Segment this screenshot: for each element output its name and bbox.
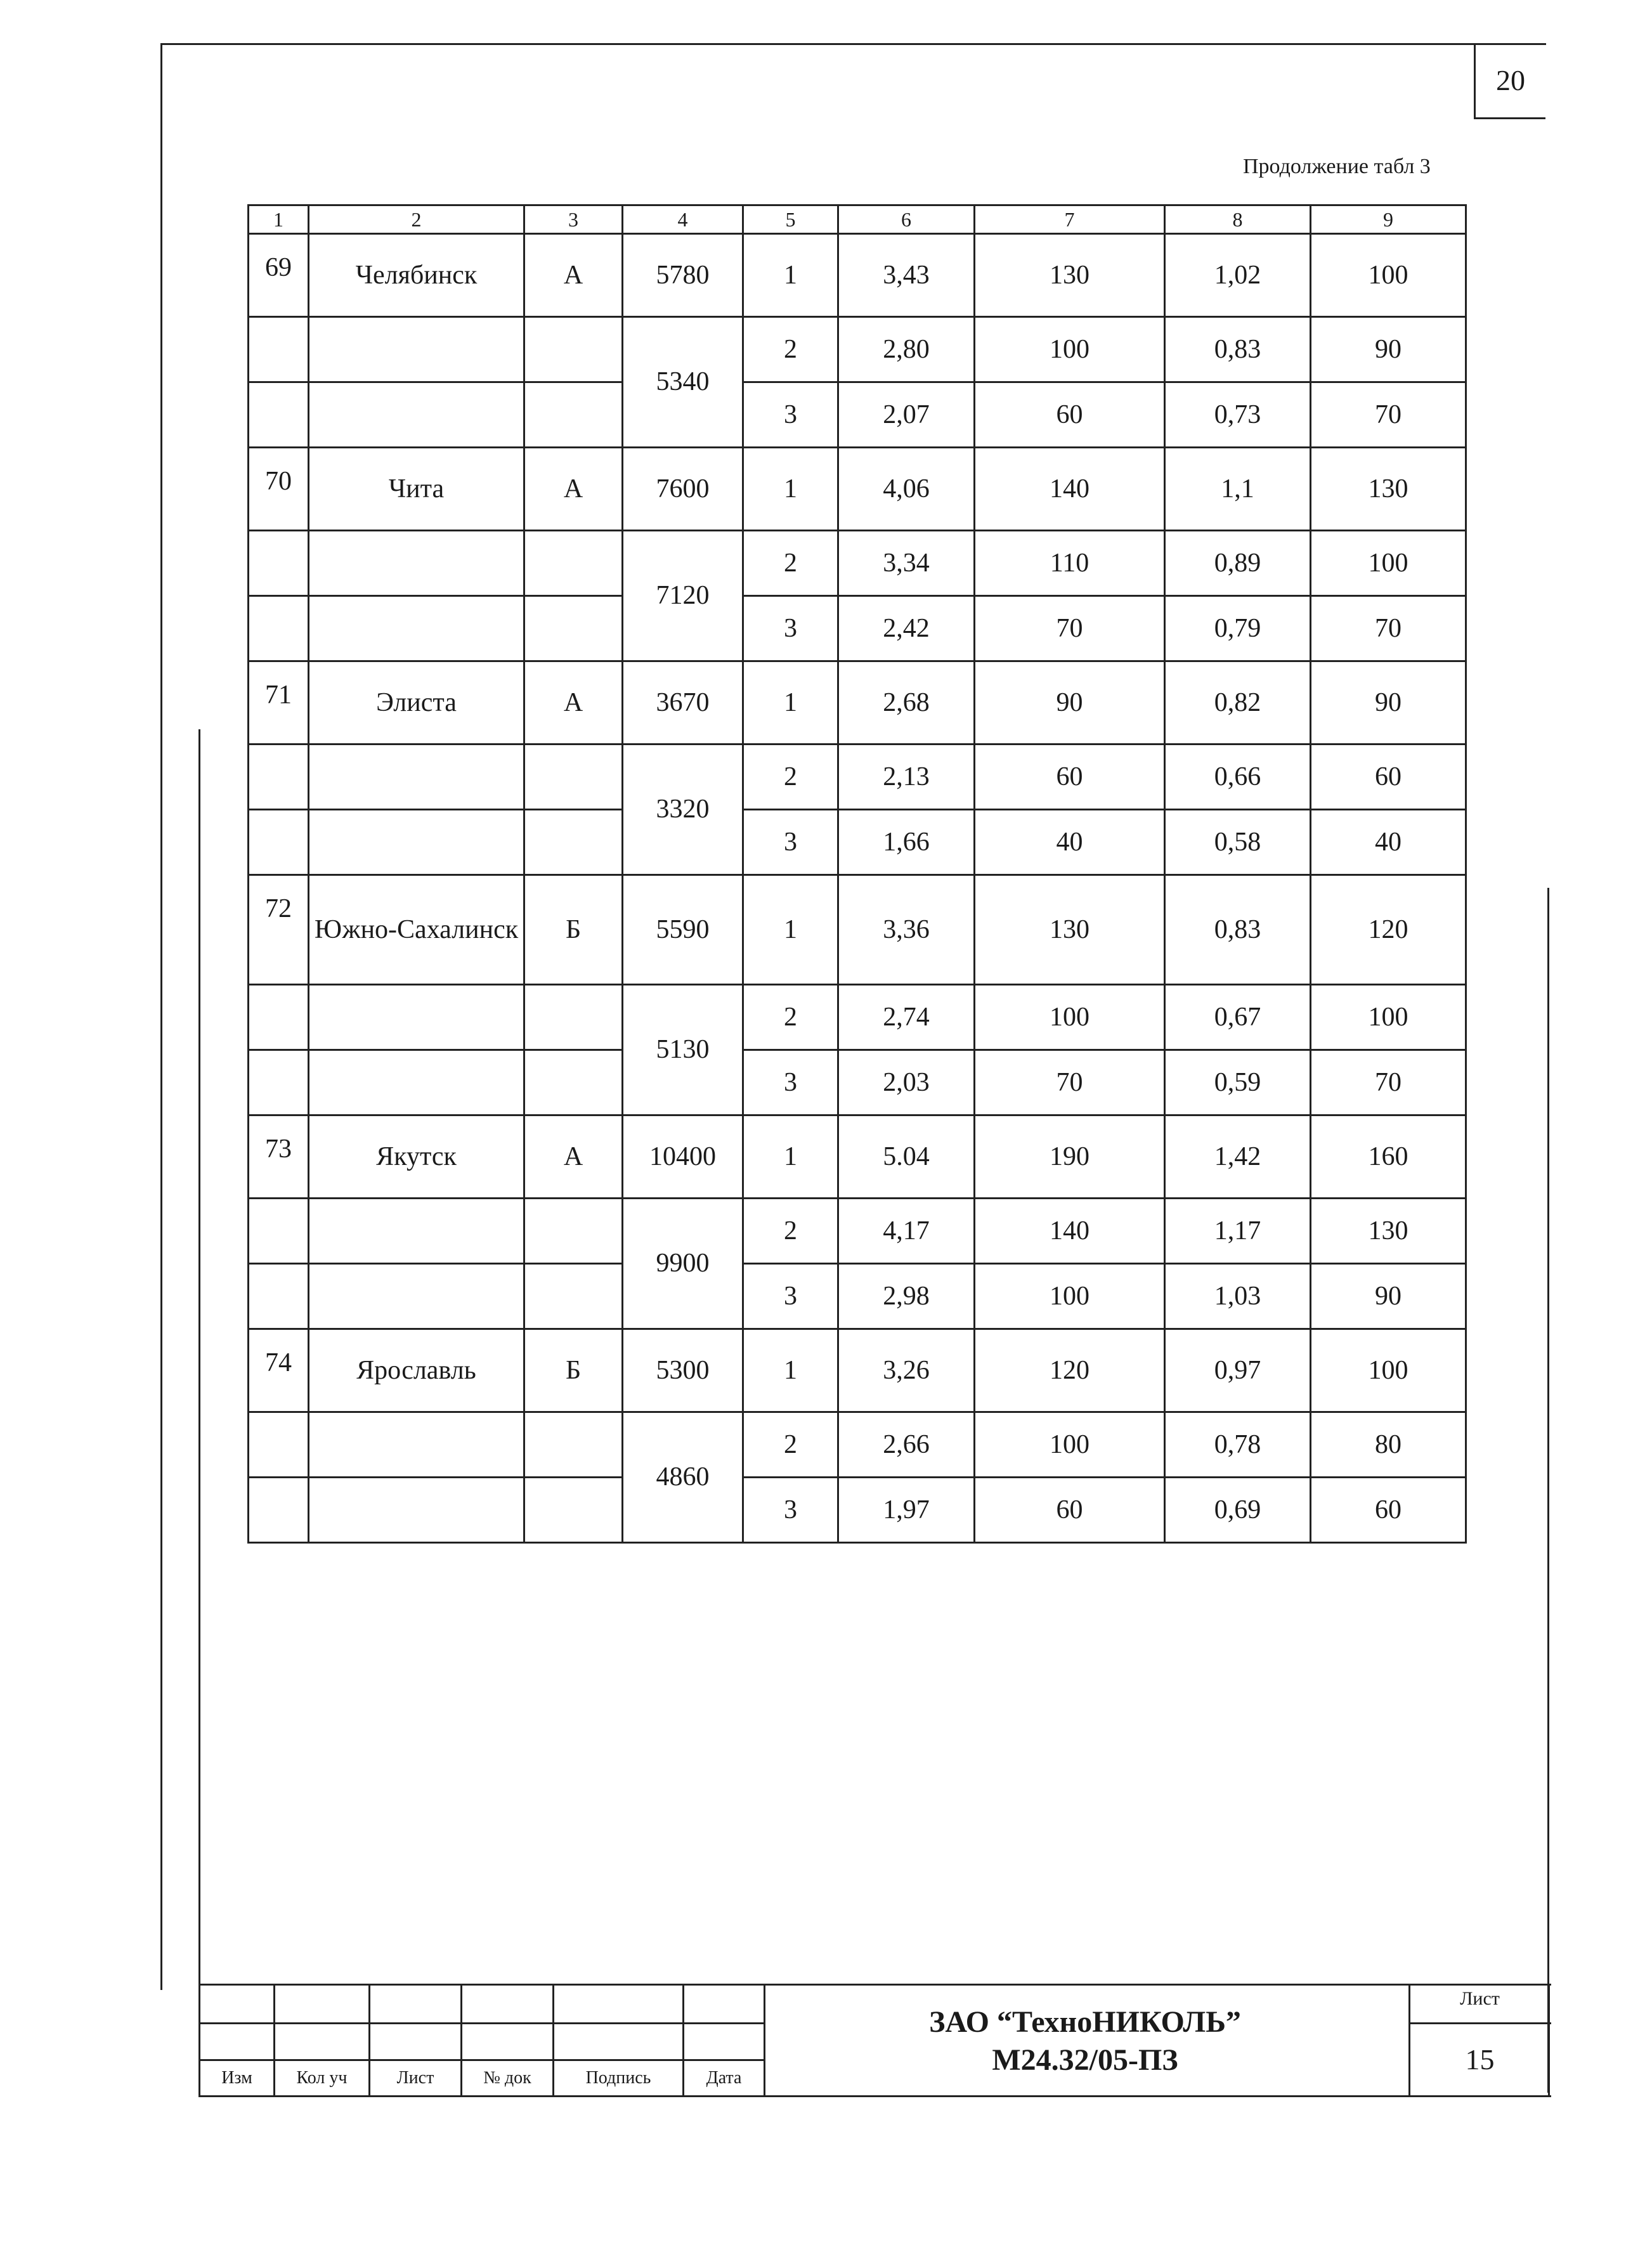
value-col9: 100 [1311, 1329, 1466, 1412]
value-col7: 190 [975, 1115, 1165, 1199]
value-col6: 2,98 [838, 1264, 975, 1329]
sheet-number: 15 [1465, 2043, 1495, 2076]
empty-cell [524, 745, 623, 810]
value-col5: 2 [743, 1199, 838, 1264]
city-name: Ярославль [309, 1329, 524, 1412]
value-col5: 3 [743, 596, 838, 661]
value-col6: 4,06 [838, 448, 975, 531]
value-col8: 1,02 [1165, 234, 1311, 317]
value-col7: 140 [975, 448, 1165, 531]
value-col5: 2 [743, 985, 838, 1050]
value-col9: 130 [1311, 448, 1466, 531]
table-row [249, 1329, 1466, 1412]
row-number: 71 [249, 661, 309, 745]
value-col8: 0,89 [1165, 531, 1311, 596]
frame-left-line [160, 43, 162, 1990]
table-row [249, 875, 1466, 985]
empty-cell [249, 1478, 309, 1543]
value-col8: 0,69 [1165, 1478, 1311, 1543]
frame-inner-left-line [198, 729, 200, 1985]
table-row [249, 1478, 1466, 1543]
value-col9: 100 [1311, 985, 1466, 1050]
row-number: 73 [249, 1115, 309, 1199]
value-col9: 100 [1311, 531, 1466, 596]
value-col5: 1 [743, 661, 838, 745]
row-number: 70 [249, 448, 309, 531]
value-col6: 3,36 [838, 875, 975, 985]
city-name: Южно-Сахалинск [309, 875, 524, 985]
value-col7: 130 [975, 234, 1165, 317]
value-col9: 70 [1311, 596, 1466, 661]
value-col7: 40 [975, 810, 1165, 875]
empty-cell [309, 596, 524, 661]
empty-cell [524, 985, 623, 1050]
value-col6: 5.04 [838, 1115, 975, 1199]
label-doc-no: № док [483, 2068, 531, 2088]
value-col8: 1,1 [1165, 448, 1311, 531]
value-col4: 4860 [623, 1412, 743, 1543]
table-row [249, 596, 1466, 661]
category: Б [524, 1329, 623, 1412]
value-col5: 1 [743, 234, 838, 317]
value-col7: 60 [975, 1478, 1165, 1543]
value-col7: 100 [975, 317, 1165, 382]
value-col7: 60 [975, 745, 1165, 810]
value-col4: 10400 [623, 1115, 743, 1199]
value-col9: 80 [1311, 1412, 1466, 1478]
continuation-label: Продолжение табл 3 [1243, 155, 1431, 178]
value-col5: 3 [743, 382, 838, 448]
value-col8: 1,03 [1165, 1264, 1311, 1329]
value-col9: 40 [1311, 810, 1466, 875]
value-col9: 60 [1311, 745, 1466, 810]
value-col6: 2,68 [838, 661, 975, 745]
empty-cell [249, 985, 309, 1050]
empty-cell [524, 596, 623, 661]
value-col6: 1,97 [838, 1478, 975, 1543]
empty-cell [249, 1199, 309, 1264]
empty-cell [524, 317, 623, 382]
value-col7: 70 [975, 596, 1165, 661]
table-row [249, 661, 1466, 745]
value-col7: 120 [975, 1329, 1165, 1412]
frame-right-line [1547, 888, 1549, 2093]
value-col4: 5300 [623, 1329, 743, 1412]
empty-cell [249, 1264, 309, 1329]
value-col7: 90 [975, 661, 1165, 745]
column-header: 9 [1311, 205, 1466, 234]
label-list: Лист [396, 2068, 434, 2088]
sheet-label: Лист [1460, 1988, 1500, 2009]
value-col7: 100 [975, 1412, 1165, 1478]
value-col6: 1,66 [838, 810, 975, 875]
table-row [249, 448, 1466, 531]
value-col4: 5590 [623, 875, 743, 985]
label-date: Дата [706, 2068, 742, 2088]
data-table [247, 204, 1467, 1544]
value-col6: 4,17 [838, 1199, 975, 1264]
value-col5: 3 [743, 1478, 838, 1543]
frame-top-line [160, 43, 1546, 45]
value-col9: 70 [1311, 382, 1466, 448]
empty-cell [309, 531, 524, 596]
value-col9: 90 [1311, 1264, 1466, 1329]
column-header: 4 [623, 205, 743, 234]
category: А [524, 234, 623, 317]
empty-cell [309, 382, 524, 448]
column-header: 7 [975, 205, 1165, 234]
value-col6: 2,03 [838, 1050, 975, 1115]
value-col4: 9900 [623, 1199, 743, 1329]
value-col9: 60 [1311, 1478, 1466, 1543]
empty-cell [309, 1412, 524, 1478]
column-header: 6 [838, 205, 975, 234]
empty-cell [524, 1478, 623, 1543]
page-number-box [1474, 44, 1545, 119]
value-col5: 1 [743, 448, 838, 531]
empty-cell [249, 531, 309, 596]
value-col5: 3 [743, 1264, 838, 1329]
column-header: 5 [743, 205, 838, 234]
value-col5: 2 [743, 317, 838, 382]
table-row [249, 382, 1466, 448]
empty-cell [309, 1050, 524, 1115]
empty-cell [249, 1412, 309, 1478]
empty-cell [249, 317, 309, 382]
value-col4: 3670 [623, 661, 743, 745]
value-col8: 0,83 [1165, 875, 1311, 985]
empty-cell [309, 810, 524, 875]
row-number: 69 [249, 234, 309, 317]
empty-cell [309, 985, 524, 1050]
value-col9: 130 [1311, 1199, 1466, 1264]
value-col8: 0,82 [1165, 661, 1311, 745]
document-code: М24.32/05-ПЗ [992, 2043, 1178, 2077]
value-col9: 90 [1311, 661, 1466, 745]
value-col8: 1,17 [1165, 1199, 1311, 1264]
value-col7: 110 [975, 531, 1165, 596]
value-col8: 0,83 [1165, 317, 1311, 382]
city-name: Чита [309, 448, 524, 531]
empty-cell [249, 382, 309, 448]
empty-cell [249, 745, 309, 810]
value-col8: 0,97 [1165, 1329, 1311, 1412]
empty-cell [309, 1264, 524, 1329]
value-col8: 0,66 [1165, 745, 1311, 810]
category: А [524, 448, 623, 531]
value-col6: 3,34 [838, 531, 975, 596]
page-number: 20 [1496, 64, 1525, 96]
table-row [249, 810, 1466, 875]
value-col6: 2,07 [838, 382, 975, 448]
column-header: 2 [309, 205, 524, 234]
value-col9: 160 [1311, 1115, 1466, 1199]
value-col4: 5130 [623, 985, 743, 1115]
city-name: Якутск [309, 1115, 524, 1199]
value-col6: 3,26 [838, 1329, 975, 1412]
column-header: 3 [524, 205, 623, 234]
table-header-row [249, 205, 1466, 234]
value-col4: 5340 [623, 317, 743, 448]
category: Б [524, 875, 623, 985]
empty-cell [524, 810, 623, 875]
value-col9: 100 [1311, 234, 1466, 317]
table-row [249, 1050, 1466, 1115]
value-col7: 60 [975, 382, 1165, 448]
company-title [765, 2003, 1405, 2079]
empty-cell [524, 1412, 623, 1478]
value-col7: 100 [975, 1264, 1165, 1329]
value-col5: 3 [743, 1050, 838, 1115]
row-number: 72 [249, 875, 309, 985]
table-row [249, 1264, 1466, 1329]
value-col5: 1 [743, 875, 838, 985]
value-col5: 2 [743, 1412, 838, 1478]
value-col6: 2,80 [838, 317, 975, 382]
value-col7: 100 [975, 985, 1165, 1050]
empty-cell [249, 596, 309, 661]
empty-cell [524, 531, 623, 596]
label-izm: Изм [221, 2068, 252, 2088]
value-col6: 2,42 [838, 596, 975, 661]
city-name: Элиста [309, 661, 524, 745]
value-col5: 1 [743, 1115, 838, 1199]
empty-cell [309, 745, 524, 810]
value-col4: 7120 [623, 531, 743, 661]
title-block [198, 1984, 1551, 2097]
empty-cell [524, 382, 623, 448]
column-header: 8 [1165, 205, 1311, 234]
value-col8: 0,67 [1165, 985, 1311, 1050]
value-col8: 0,59 [1165, 1050, 1311, 1115]
value-col5: 2 [743, 745, 838, 810]
value-col5: 2 [743, 531, 838, 596]
value-col7: 130 [975, 875, 1165, 985]
value-col4: 3320 [623, 745, 743, 875]
column-header: 1 [249, 205, 309, 234]
table-row [249, 985, 1466, 1050]
empty-cell [309, 1199, 524, 1264]
value-col6: 2,74 [838, 985, 975, 1050]
table-row [249, 1199, 1466, 1264]
empty-cell [249, 810, 309, 875]
value-col8: 0,58 [1165, 810, 1311, 875]
table-row [249, 745, 1466, 810]
empty-cell [524, 1199, 623, 1264]
value-col7: 140 [975, 1199, 1165, 1264]
value-col8: 0,79 [1165, 596, 1311, 661]
empty-cell [524, 1050, 623, 1115]
value-col5: 1 [743, 1329, 838, 1412]
empty-cell [309, 317, 524, 382]
value-col8: 0,78 [1165, 1412, 1311, 1478]
row-number: 74 [249, 1329, 309, 1412]
empty-cell [309, 1478, 524, 1543]
table-row [249, 317, 1466, 382]
value-col6: 3,43 [838, 234, 975, 317]
city-name: Челябинск [309, 234, 524, 317]
value-col4: 5780 [623, 234, 743, 317]
value-col8: 1,42 [1165, 1115, 1311, 1199]
value-col6: 2,66 [838, 1412, 975, 1478]
empty-cell [524, 1264, 623, 1329]
label-kol-uch: Кол уч [296, 2068, 348, 2088]
value-col9: 90 [1311, 317, 1466, 382]
empty-cell [249, 1050, 309, 1115]
table-row [249, 234, 1466, 317]
label-signature: Подпись [585, 2068, 651, 2088]
value-col9: 70 [1311, 1050, 1466, 1115]
table-row [249, 1115, 1466, 1199]
company-name: ЗАО “ТехноНИКОЛЬ” [929, 2005, 1241, 2039]
table-row [249, 1412, 1466, 1478]
value-col5: 3 [743, 810, 838, 875]
category: А [524, 1115, 623, 1199]
value-col9: 120 [1311, 875, 1466, 985]
value-col6: 2,13 [838, 745, 975, 810]
table-row [249, 531, 1466, 596]
value-col4: 7600 [623, 448, 743, 531]
category: А [524, 661, 623, 745]
value-col7: 70 [975, 1050, 1165, 1115]
value-col8: 0,73 [1165, 382, 1311, 448]
